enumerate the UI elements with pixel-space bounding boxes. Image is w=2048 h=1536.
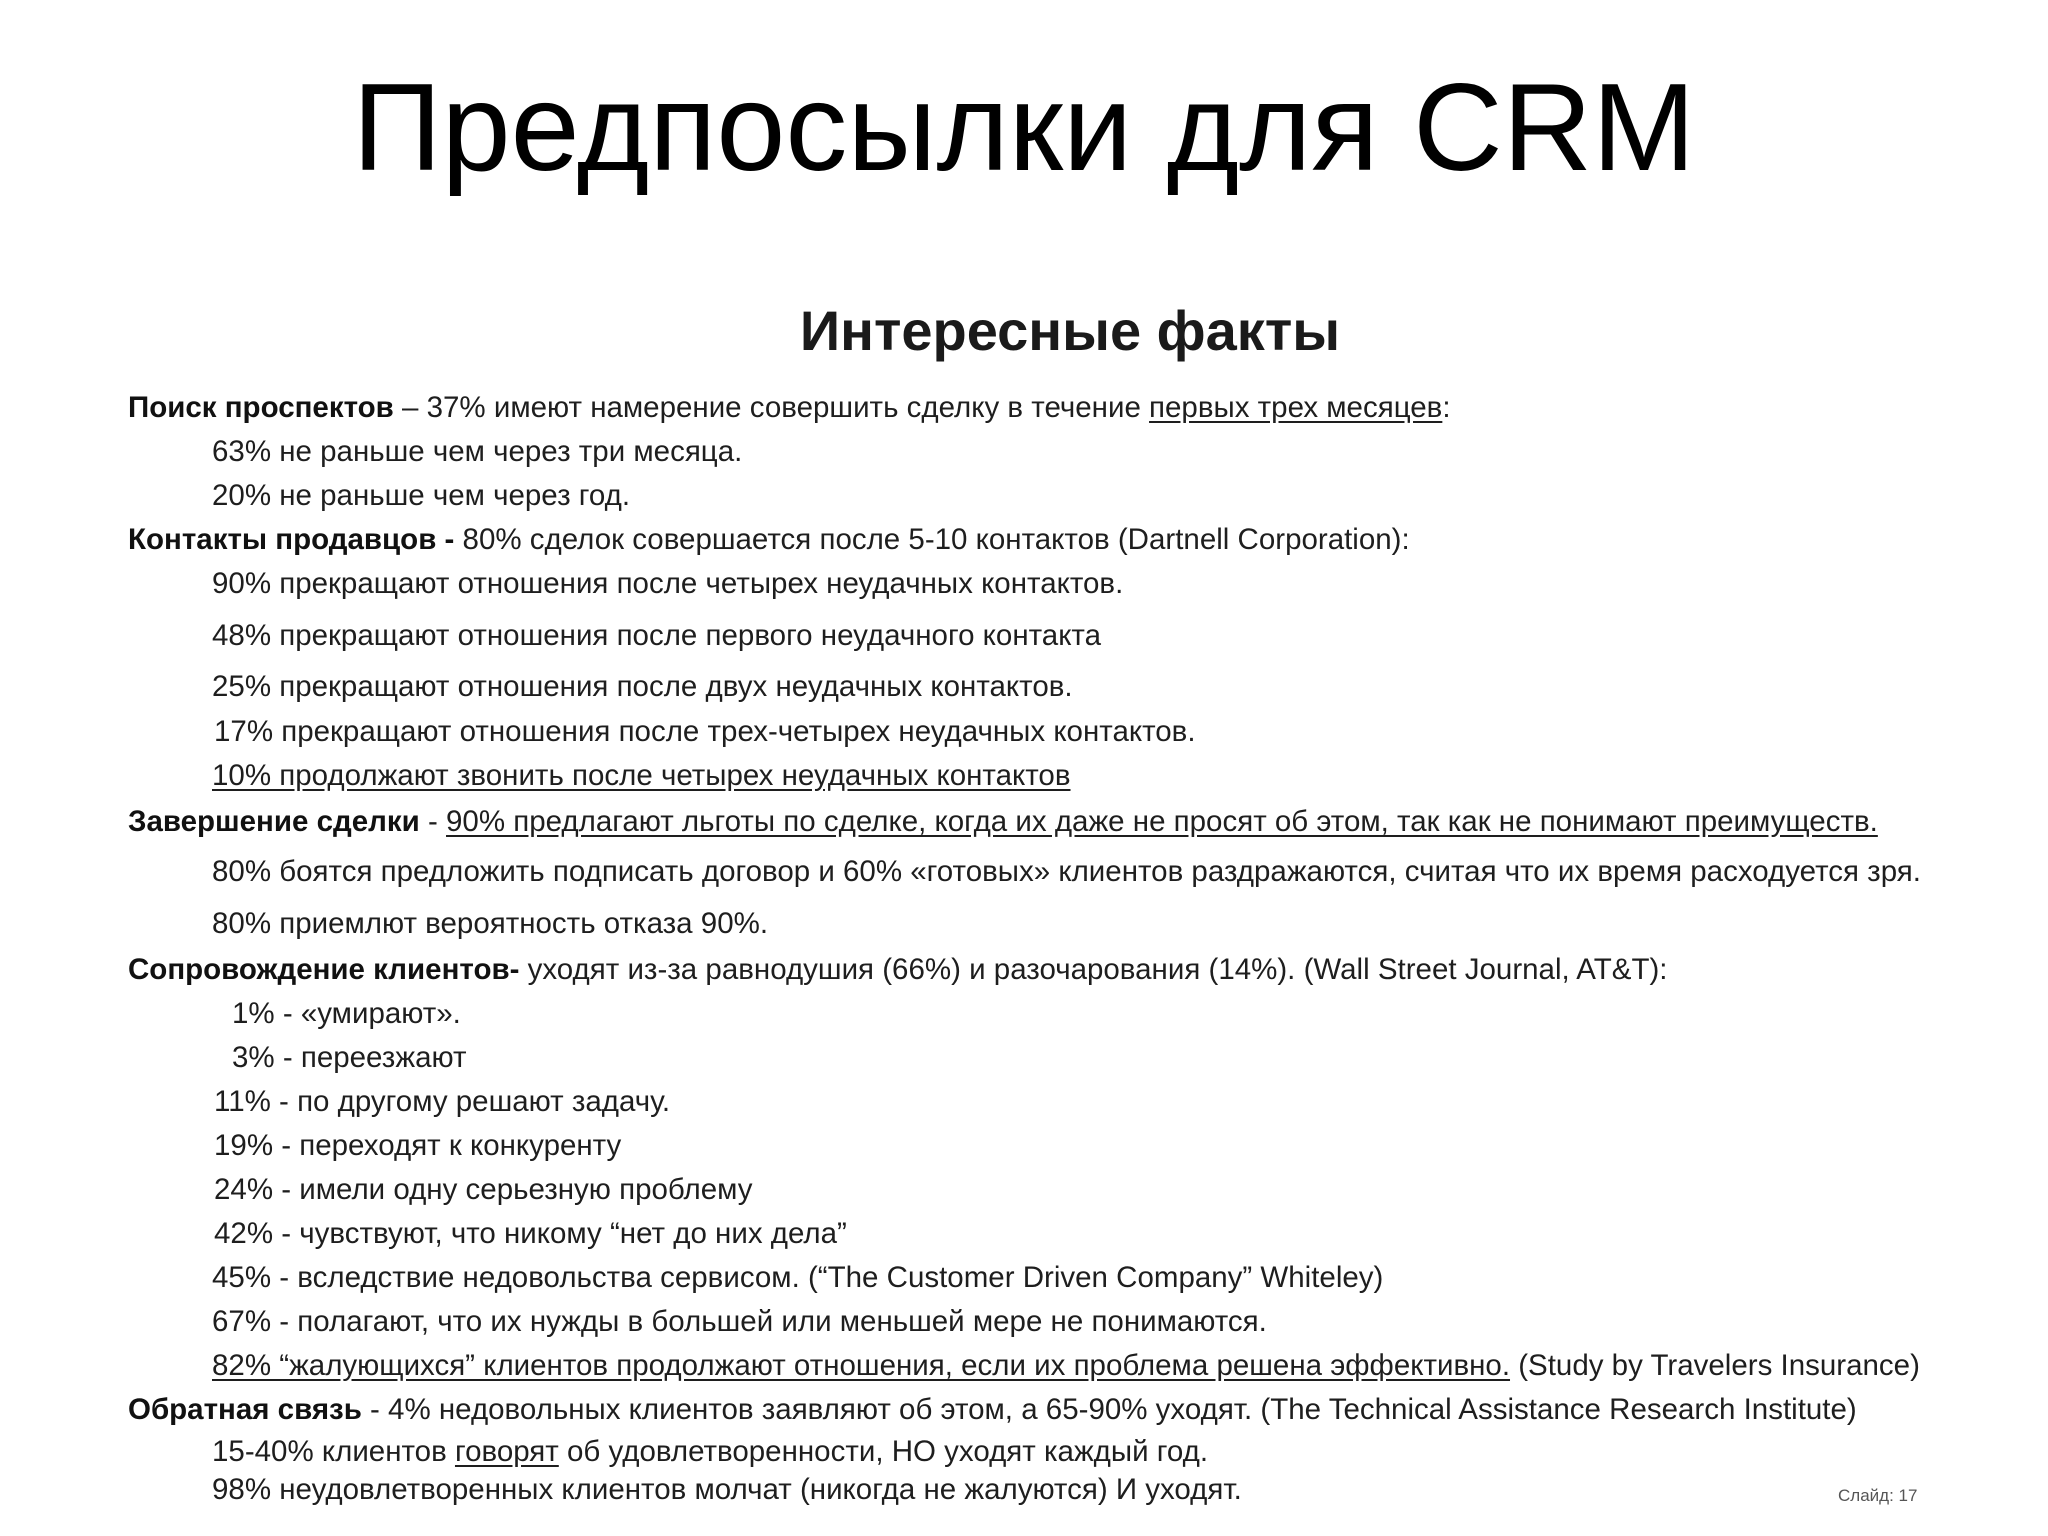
closing-underlined: 90% предлагают льготы по сделке, когда их даже не просят об этом, так как не понимают преимуществ. <box>446 805 1878 838</box>
feedback-item-1-after: об удовлетворенности, НО уходят каждый год. <box>558 1435 1209 1468</box>
prospects-heading-line <box>128 388 1451 428</box>
slide-title: Предпосылки для CRM <box>352 59 1696 197</box>
feedback-label: Обратная связь <box>128 1393 362 1426</box>
closing-heading-line <box>128 802 1878 842</box>
feedback-text: - 4% недовольных клиентов заявляют об этом, а 65-90% уходят. (The Technical Assistance Research Institute) <box>361 1393 1857 1426</box>
list-item: 20% не раньше чем через год. <box>212 479 631 512</box>
list-item: 42% - чувствуют, что никому “нет до них дела” <box>214 1217 847 1250</box>
list-item: 80% приемлют вероятность отказа 90%. <box>212 907 769 940</box>
support-underlined: 82% “жалующихся” клиентов продолжают отношения, если их проблема решена эффективно. <box>212 1349 1511 1382</box>
support-text: уходят из-за равнодушия (66%) и разочарования (14%). (Wall Street Journal, AT&T): <box>519 953 1668 986</box>
prospects-underlined: первых трех месяцев <box>1149 391 1443 424</box>
support-label: Сопровождение клиентов- <box>128 953 520 986</box>
document-image <box>120 290 2020 1510</box>
list-item: 24% - имели одну серьезную проблему <box>214 1173 753 1206</box>
feedback-item-2: 98% неудовлетворенных клиентов молчат (никогда не жалуются) И уходят. <box>212 1473 1242 1506</box>
feedback-item-1-before: 15-40% клиентов <box>212 1435 455 1468</box>
support-source: (Study by Travelers Insurance) <box>1510 1349 1920 1382</box>
support-last-line <box>212 1346 1920 1386</box>
prospects-text-after: : <box>1442 391 1451 424</box>
contacts-heading-line <box>128 520 1410 560</box>
list-item: 11% - по другому решают задачу. <box>214 1085 671 1118</box>
prospects-label: Поиск проспектов <box>128 391 394 424</box>
feedback-heading-line <box>128 1390 1857 1430</box>
list-item: 45% - вследствие недовольства сервисом. (“The Customer Driven Company” Whiteley) <box>212 1261 1384 1294</box>
list-item: 3% - переезжают <box>232 1041 467 1074</box>
list-item: 67% - полагают, что их нужды в большей или меньшей мере не понимаются. <box>212 1305 1267 1338</box>
list-item: 1% - «умирают». <box>232 997 461 1030</box>
document-subtitle: Интересные факты <box>799 299 1341 362</box>
closing-label: Завершение сделки <box>128 805 420 838</box>
closing-dash: - <box>419 805 447 838</box>
slide-number: Слайд: 17 <box>1838 1486 1918 1505</box>
list-item: 48% прекращают отношения после первого неудачного контакта <box>212 619 1102 652</box>
prospects-text: – 37% имеют намерение совершить сделку в течение <box>393 391 1150 424</box>
list-item-underlined: 10% продолжают звонить после четырех неудачных контактов <box>212 759 1071 792</box>
list-item: 63% не раньше чем через три месяца. <box>212 435 743 468</box>
feedback-item-1-underlined: говорят <box>454 1435 559 1468</box>
list-item: 80% боятся предложить подписать договор и 60% «готовых» клиентов раздражаются, считая что их время расходуется зря. <box>212 855 1921 888</box>
contacts-text: 80% сделок совершается после 5-10 контактов (Dartnell Corporation): <box>454 523 1410 556</box>
list-item: 19% - переходят к конкуренту <box>214 1129 622 1162</box>
list-item: 90% прекращают отношения после четырех неудачных контактов. <box>212 567 1124 600</box>
list-item: 17% прекращают отношения после трех-четырех неудачных контактов. <box>214 715 1196 748</box>
support-heading-line <box>128 950 1668 990</box>
contacts-label: Контакты продавцов - <box>128 523 455 556</box>
list-item: 25% прекращают отношения после двух неудачных контактов. <box>212 670 1073 703</box>
feedback-item-1 <box>212 1432 1208 1472</box>
